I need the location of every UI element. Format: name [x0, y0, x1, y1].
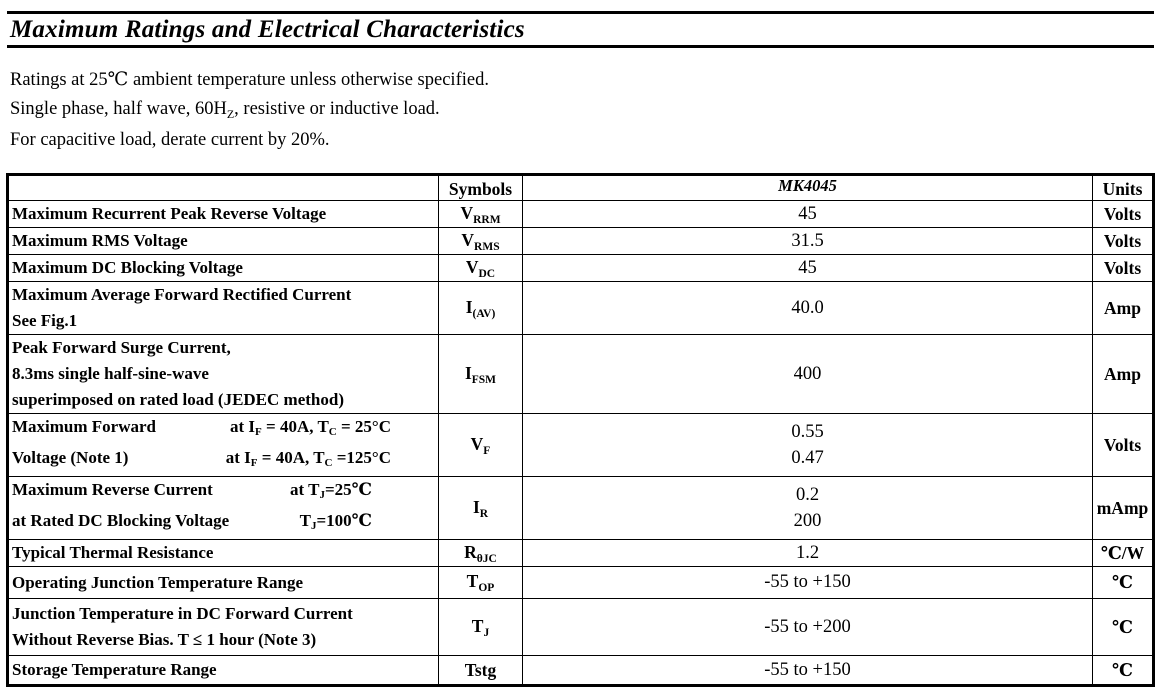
table-row	[8, 335, 1154, 414]
param-name: Maximum Reverse Current at $T_J=25℃$ at Rated DC Blocking Voltage $T_J=100℃$	[8, 477, 439, 540]
ratings-table	[6, 173, 1155, 687]
unit: Volts	[1093, 414, 1154, 477]
value: 40.0	[523, 282, 1093, 335]
symbol: $I_{(AV)}$	[439, 282, 523, 335]
value: 0.55 0.47	[523, 414, 1093, 477]
param-name: Storage Temperature Range	[8, 656, 439, 686]
unit: Amp	[1093, 335, 1154, 414]
value: 45	[523, 255, 1093, 282]
symbol: $V_{RMS}$	[439, 228, 523, 255]
table-row	[8, 414, 1154, 477]
value: 1.2	[523, 540, 1093, 567]
header-part-number: MK4045	[523, 175, 1093, 201]
symbol: $I_R$	[439, 477, 523, 540]
symbol: $I_{FSM}$	[439, 335, 523, 414]
header-units: Units	[1093, 175, 1154, 201]
param-name: Peak Forward Surge Current, 8.3ms single half-sine-wave superimposed on rated load (JEDEC method)	[8, 335, 439, 414]
param-name: Typical Thermal Resistance	[8, 540, 439, 567]
symbol: Tstg	[439, 656, 523, 686]
unit: ℃	[1093, 567, 1154, 599]
unit: Volts	[1093, 201, 1154, 228]
param-name: Maximum RMS Voltage	[8, 228, 439, 255]
table-row	[8, 540, 1154, 567]
table-row	[8, 656, 1154, 686]
header-parameter-cell	[8, 175, 439, 201]
value: 31.5	[523, 228, 1093, 255]
condition-2: $T_J=100℃$	[299, 511, 372, 532]
note-single-phase: Single phase, half wave, $60H_Z$, resistive or inductive load.	[10, 99, 440, 121]
note-capacitive-load: For capacitive load, derate current by 20%.	[10, 130, 330, 150]
symbol: $V_{DC}$	[439, 255, 523, 282]
param-name: Maximum Average Forward Rectified Current See Fig.1	[8, 282, 439, 335]
value: -55 to +150	[523, 656, 1093, 686]
unit: Volts	[1093, 228, 1154, 255]
note-ambient-temperature: Ratings at 25℃ ambient temperature unless otherwise specified.	[10, 70, 489, 90]
top-rule	[7, 11, 1154, 14]
table-row	[8, 201, 1154, 228]
condition-1: at $I_F = 40A$, $T_C = 25^\circ C$	[230, 417, 391, 438]
unit: Amp	[1093, 282, 1154, 335]
symbol: $T_{OP}$	[439, 567, 523, 599]
value: -55 to +200	[523, 599, 1093, 656]
symbol: $T_J$	[439, 599, 523, 656]
title-underline	[7, 45, 1154, 48]
value: 0.2 200	[523, 477, 1093, 540]
table-header-row	[8, 175, 1154, 201]
table-row	[8, 255, 1154, 282]
table-row	[8, 599, 1154, 656]
table-row	[8, 567, 1154, 599]
condition-2: at $I_F = 40A$, $T_C =125^\circ C$	[225, 448, 391, 469]
unit: ℃/W	[1093, 540, 1154, 567]
unit: ℃	[1093, 599, 1154, 656]
param-name: Junction Temperature in DC Forward Current Without Reverse Bias. T ≤ 1 hour (Note 3)	[8, 599, 439, 656]
condition-1: at $T_J=25℃$	[289, 480, 372, 501]
symbol: $R_{\theta JC}$	[439, 540, 523, 567]
param-name: Maximum Recurrent Peak Reverse Voltage	[8, 201, 439, 228]
param-name: Maximum DC Blocking Voltage	[8, 255, 439, 282]
symbol: $V_{RRM}$	[439, 201, 523, 228]
value: 400	[523, 335, 1093, 414]
table-row	[8, 282, 1154, 335]
table-row	[8, 228, 1154, 255]
header-symbols: Symbols	[439, 175, 523, 201]
value: 45	[523, 201, 1093, 228]
unit: ℃	[1093, 656, 1154, 686]
value: -55 to +150	[523, 567, 1093, 599]
unit: Volts	[1093, 255, 1154, 282]
param-name: Operating Junction Temperature Range	[8, 567, 439, 599]
unit: mAmp	[1093, 477, 1154, 540]
page-title: Maximum Ratings and Electrical Characteristics	[10, 16, 525, 43]
table-row	[8, 477, 1154, 540]
param-name: Maximum Forward at $I_F = 40A$, $T_C = 25^\circ C$ Voltage (Note 1) at $I_F = 40A$, $T_C =125^\circ C$	[8, 414, 439, 477]
symbol: $V_F$	[439, 414, 523, 477]
